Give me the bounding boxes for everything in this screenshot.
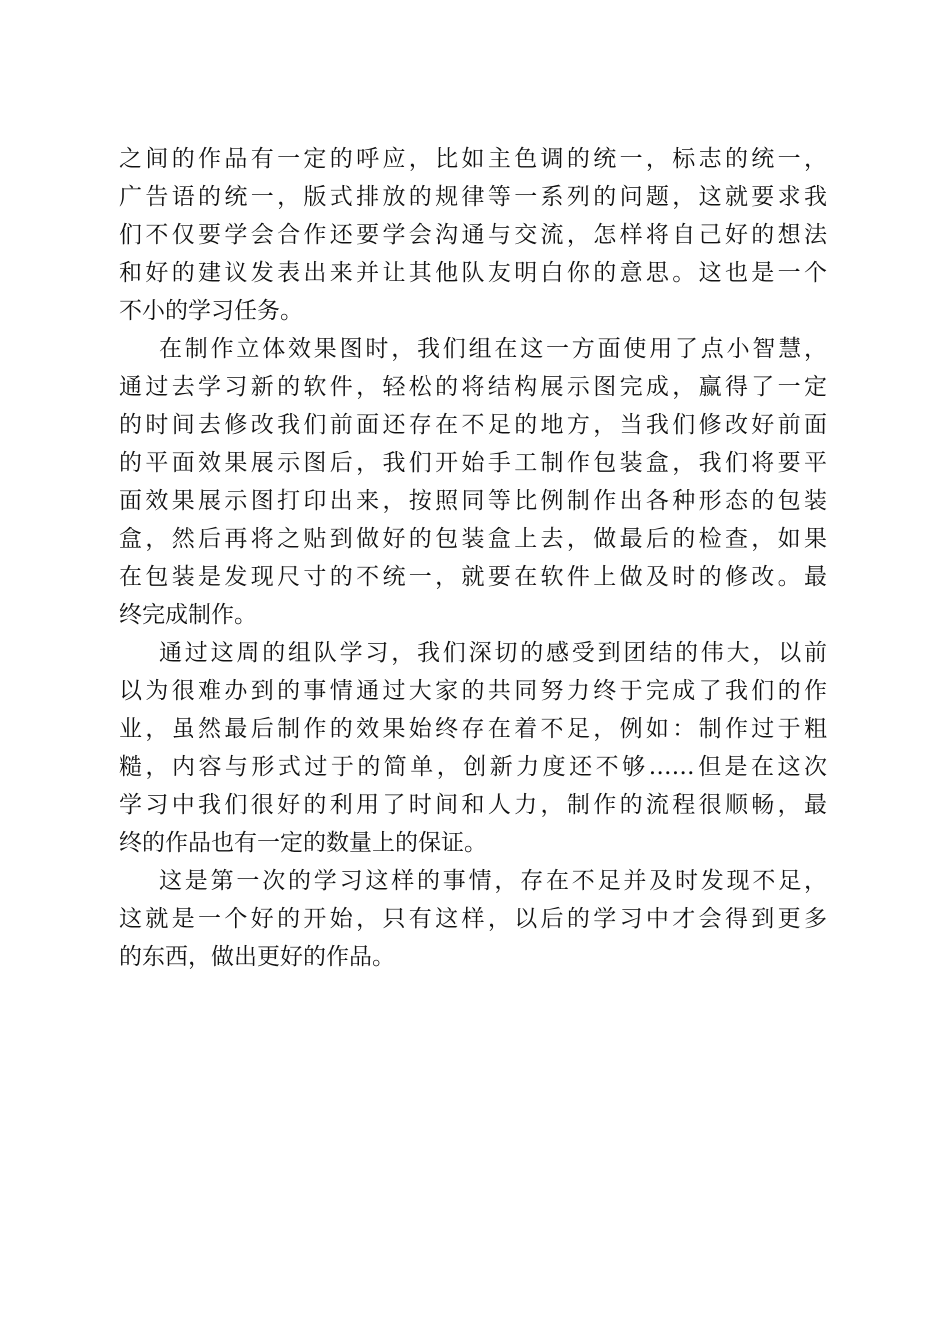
paragraph-line: 盒，然后再将之贴到做好的包装盒上去，做最后的检查，如果 xyxy=(119,526,827,552)
paragraph-line: 通过去学习新的软件，轻松的将结构展示图完成，赢得了一定 xyxy=(119,374,827,400)
paragraph-line: 的东西，做出更好的作品。 xyxy=(119,944,395,970)
paragraph-4 xyxy=(119,862,827,976)
paragraph-1 xyxy=(119,140,827,330)
paragraph-line: 这就是一个好的开始，只有这样，以后的学习中才会得到更多 xyxy=(119,906,827,932)
paragraph-line: 在制作立体效果图时，我们组在这一方面使用了点小智慧， xyxy=(159,336,827,362)
paragraph-line: 的时间去修改我们前面还存在不足的地方，当我们修改好前面 xyxy=(119,412,827,438)
document-body xyxy=(119,140,827,976)
paragraph-line: 之间的作品有一定的呼应，比如主色调的统一，标志的统一， xyxy=(119,146,827,172)
paragraph-line: 以为很难办到的事情通过大家的共同努力终于完成了我们的作 xyxy=(119,678,827,704)
paragraph-line: 的平面效果展示图后，我们开始手工制作包装盒，我们将要平 xyxy=(119,450,827,476)
paragraph-line: 广告语的统一，版式排放的规律等一系列的问题，这就要求我 xyxy=(119,184,827,210)
paragraph-line: 这是第一次的学习这样的事情，存在不足并及时发现不足， xyxy=(159,868,827,894)
paragraph-line: 通过这周的组队学习，我们深切的感受到团结的伟大，以前 xyxy=(159,640,827,666)
paragraph-line: 学习中我们很好的利用了时间和人力，制作的流程很顺畅，最 xyxy=(119,792,827,818)
paragraph-line: 糙，内容与形式过于的简单，创新力度还不够……但是在这次 xyxy=(119,754,827,780)
paragraph-line: 们不仅要学会合作还要学会沟通与交流，怎样将自己好的想法 xyxy=(119,222,827,248)
paragraph-3 xyxy=(119,634,827,862)
paragraph-line: 和好的建议发表出来并让其他队友明白你的意思。这也是一个 xyxy=(119,260,827,286)
paragraph-line: 面效果展示图打印出来，按照同等比例制作出各种形态的包装 xyxy=(119,488,827,514)
paragraph-line: 不小的学习任务。 xyxy=(119,298,303,324)
paragraph-line: 业，虽然最后制作的效果始终存在着不足，例如：制作过于粗 xyxy=(119,716,827,742)
paragraph-2 xyxy=(119,330,827,634)
paragraph-line: 在包装是发现尺寸的不统一，就要在软件上做及时的修改。最 xyxy=(119,564,827,590)
paragraph-line: 终完成制作。 xyxy=(119,602,257,628)
paragraph-line: 终的作品也有一定的数量上的保证。 xyxy=(119,830,487,856)
